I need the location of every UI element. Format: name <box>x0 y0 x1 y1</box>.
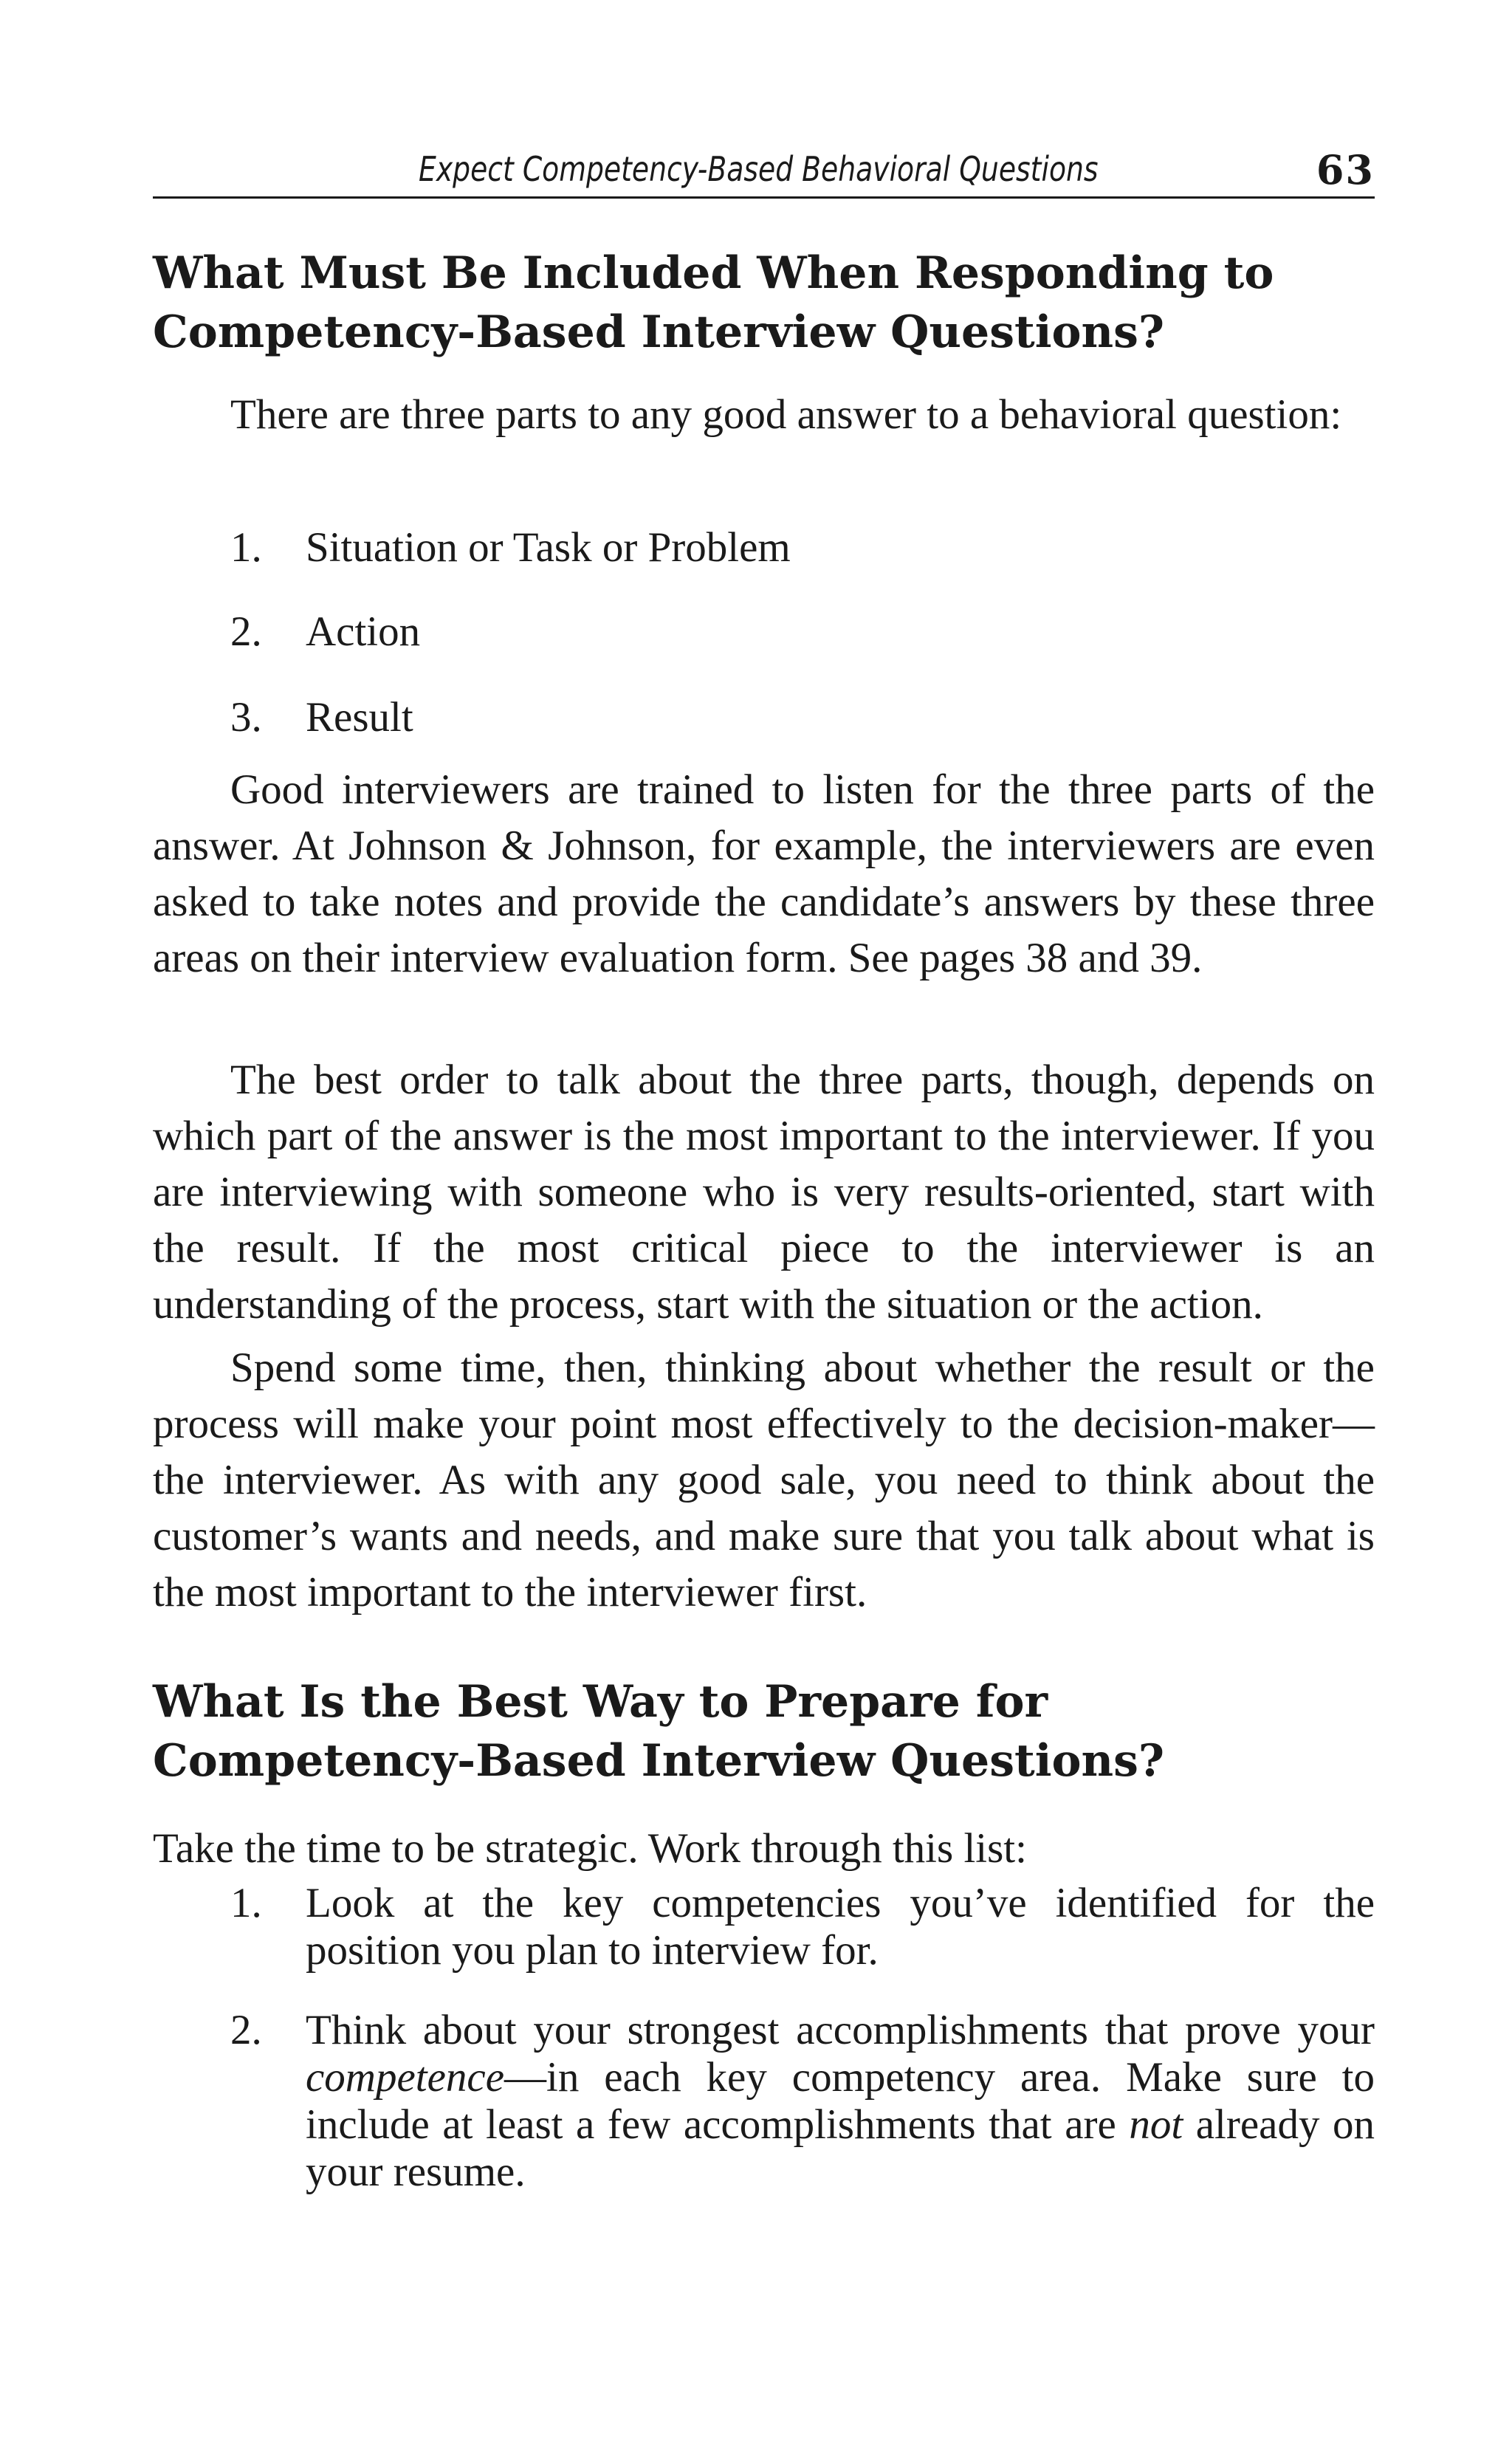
heading-line: Competency-Based Interview Questions? <box>153 306 1165 358</box>
running-header <box>153 145 1375 199</box>
list-text <box>306 2007 1375 2196</box>
section-heading-responding <box>153 244 1375 362</box>
list-number: 3. <box>230 694 262 741</box>
emphasis-text: competence <box>306 2054 504 2101</box>
list-number: 1. <box>230 1880 262 1926</box>
heading-line: What Is the Best Way to Prepare for <box>153 1676 1048 1728</box>
paragraph-interviewers: Good interviewers are trained to listen for the three parts of the answer. At Johnson & Johnson, for example, the interviewers are even asked to take notes and provide the candidate’s answers by these three areas on their interview evaluation form. See pages 38 and 39. <box>153 766 1375 981</box>
paragraph-best-order: The best order to talk about the three parts, though, depends on which part of the answer is the most important to the interviewer. If you are interviewing with someone who is very results-oriented, start with the result. If the most critical piece to the interviewer is an understanding of the process, start with the situation or the action. <box>153 1057 1375 1328</box>
paragraph-strategic: Take the time to be strategic. Work through this list: <box>153 1825 1027 1872</box>
list-text-part: Think about your strongest accomplishments that prove your <box>306 2007 1375 2053</box>
heading-line: Competency-Based Interview Questions? <box>153 1735 1165 1787</box>
list-text: Result <box>306 694 413 741</box>
list-text: Action <box>306 608 421 655</box>
section-heading-prepare <box>153 1672 1375 1790</box>
page-number: 63 <box>1316 146 1375 193</box>
running-title: Expect Competency-Based Behavioral Questions <box>419 149 1099 189</box>
heading-line: What Must Be Included When Responding to <box>153 247 1274 299</box>
list-number: 2. <box>230 608 262 655</box>
emphasis-text: not <box>1129 2101 1183 2148</box>
list-number: 1. <box>230 524 262 571</box>
paragraph-intro: There are three parts to any good answer to a behavioral question: <box>230 391 1342 438</box>
list-text: Look at the key competencies you’ve identified for the position you plan to interview for. <box>306 1880 1375 1974</box>
list-text-part: —in each key competency area. Make sure to include at least a few accomplishments that are <box>306 2054 1375 2148</box>
list-text: Situation or Task or Problem <box>306 524 791 571</box>
paragraph-spend-time: Spend some time, then, thinking about whether the result or the process will make your point most effectively to the decision-maker—the interviewer. As with any good sale, you need to think about the customer’s wants and needs, and make sure that you talk about what is the most important to the interviewer first. <box>153 1345 1375 1615</box>
list-number: 2. <box>230 2007 262 2053</box>
list-text-part: already on your resume. <box>306 2101 1375 2195</box>
